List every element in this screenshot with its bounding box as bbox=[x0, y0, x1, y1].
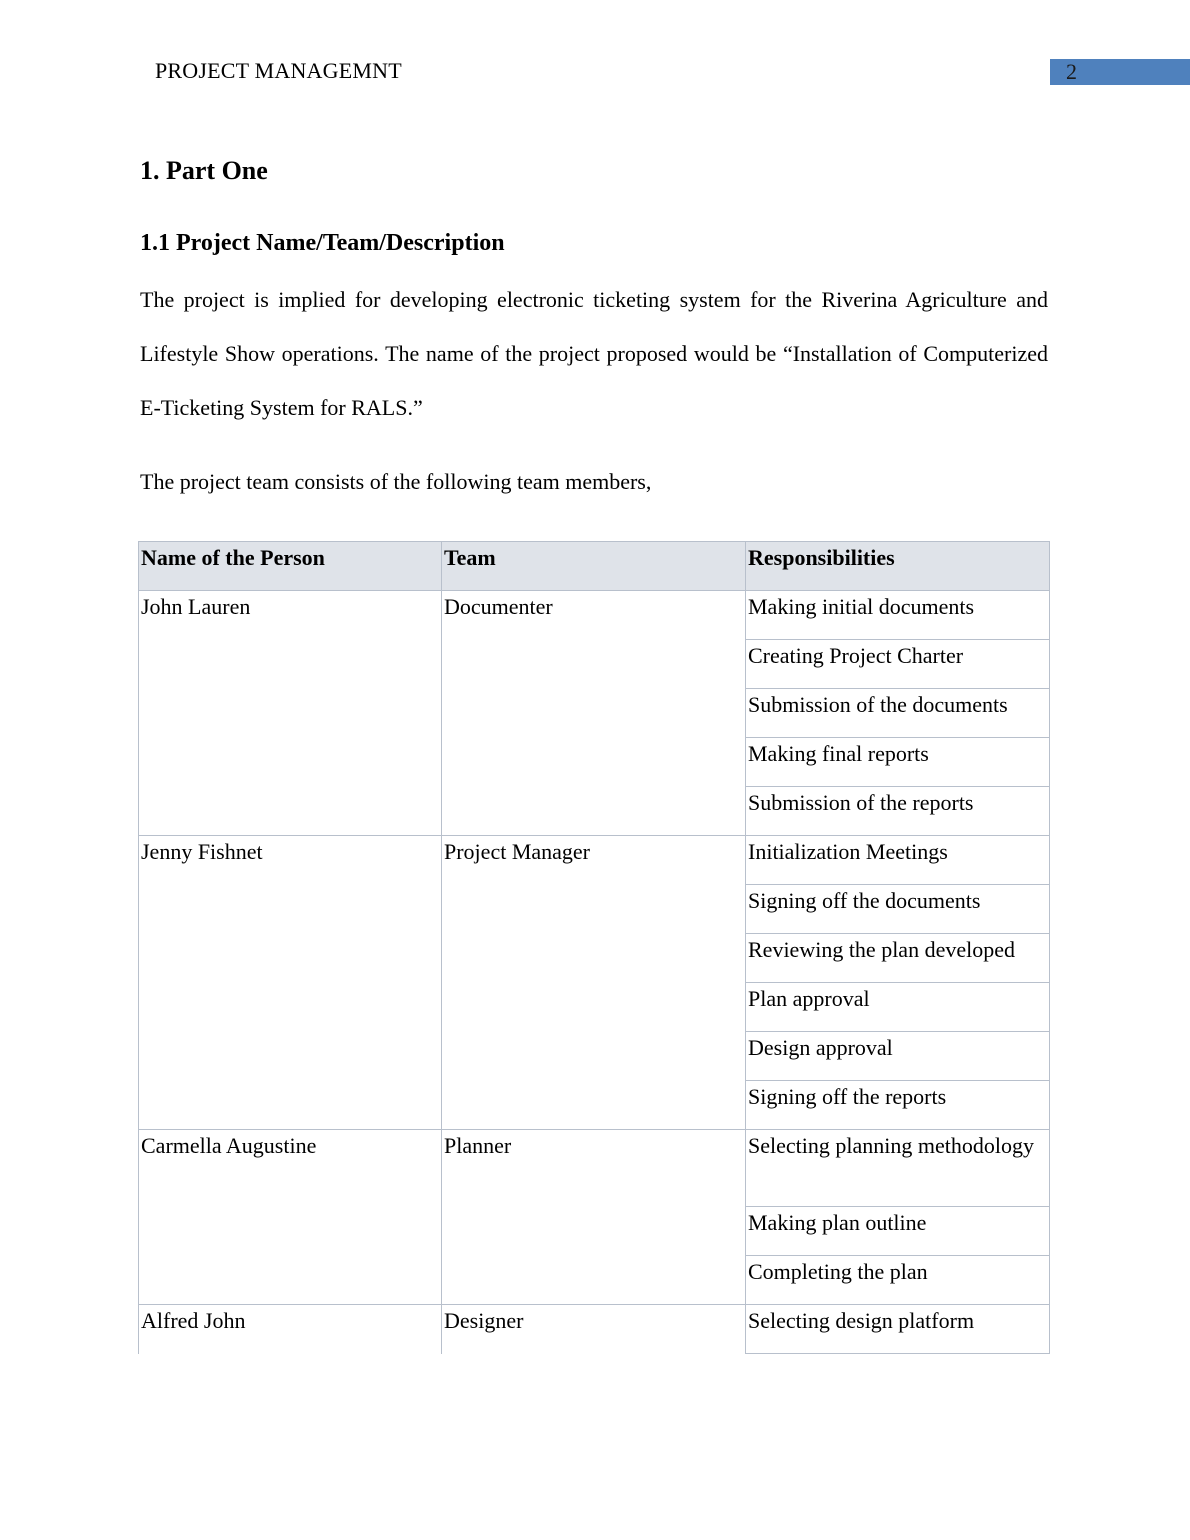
member-team: Designer bbox=[442, 1305, 746, 1354]
responsibility: Making initial documents bbox=[746, 591, 1050, 640]
section-heading: 1.1 Project Name/Team/Description bbox=[140, 230, 505, 256]
responsibility: Initialization Meetings bbox=[746, 836, 1050, 885]
responsibility: Making final reports bbox=[746, 738, 1050, 787]
responsibility: Making plan outline bbox=[746, 1207, 1050, 1256]
team-table bbox=[138, 541, 1050, 1354]
running-head: PROJECT MANAGEMNT bbox=[155, 58, 402, 83]
member-team: Documenter bbox=[442, 591, 746, 836]
member-team: Planner bbox=[442, 1130, 746, 1305]
header-name: Name of the Person bbox=[139, 542, 442, 591]
header-team: Team bbox=[442, 542, 746, 591]
responsibility: Submission of the reports bbox=[746, 787, 1050, 836]
member-name: Alfred John bbox=[139, 1305, 442, 1354]
responsibility: Reviewing the plan developed bbox=[746, 934, 1050, 983]
intro-paragraph: The project team consists of the following team members, bbox=[140, 469, 652, 494]
responsibility: Signing off the documents bbox=[746, 885, 1050, 934]
table-row bbox=[139, 1130, 1050, 1207]
responsibility: Plan approval bbox=[746, 983, 1050, 1032]
table-row bbox=[139, 836, 1050, 885]
responsibility: Creating Project Charter bbox=[746, 640, 1050, 689]
header-responsibilities: Responsibilities bbox=[746, 542, 1050, 591]
table-row bbox=[139, 1305, 1050, 1354]
responsibility: Design approval bbox=[746, 1032, 1050, 1081]
member-name: Jenny Fishnet bbox=[139, 836, 442, 1130]
responsibility: Signing off the reports bbox=[746, 1081, 1050, 1130]
responsibility: Selecting design platform bbox=[746, 1305, 1050, 1354]
member-name: John Lauren bbox=[139, 591, 442, 836]
part-heading: 1. Part One bbox=[140, 156, 268, 185]
member-team: Project Manager bbox=[442, 836, 746, 1130]
member-name: Carmella Augustine bbox=[139, 1130, 442, 1305]
description-paragraph: The project is implied for developing electronic ticketing system for the Riverina Agriculture and Lifestyle Show operations. The name of the project proposed would be “Installation of Computerized E-Ticketing System for RALS.” bbox=[140, 287, 1048, 420]
table-row bbox=[139, 591, 1050, 640]
table-header-row bbox=[139, 542, 1050, 591]
responsibility: Completing the plan bbox=[746, 1256, 1050, 1305]
responsibility: Submission of the documents bbox=[746, 689, 1050, 738]
responsibility: Selecting planning methodology bbox=[746, 1130, 1050, 1207]
page-number: 2 bbox=[1066, 59, 1077, 84]
page-number-box bbox=[1050, 59, 1190, 85]
